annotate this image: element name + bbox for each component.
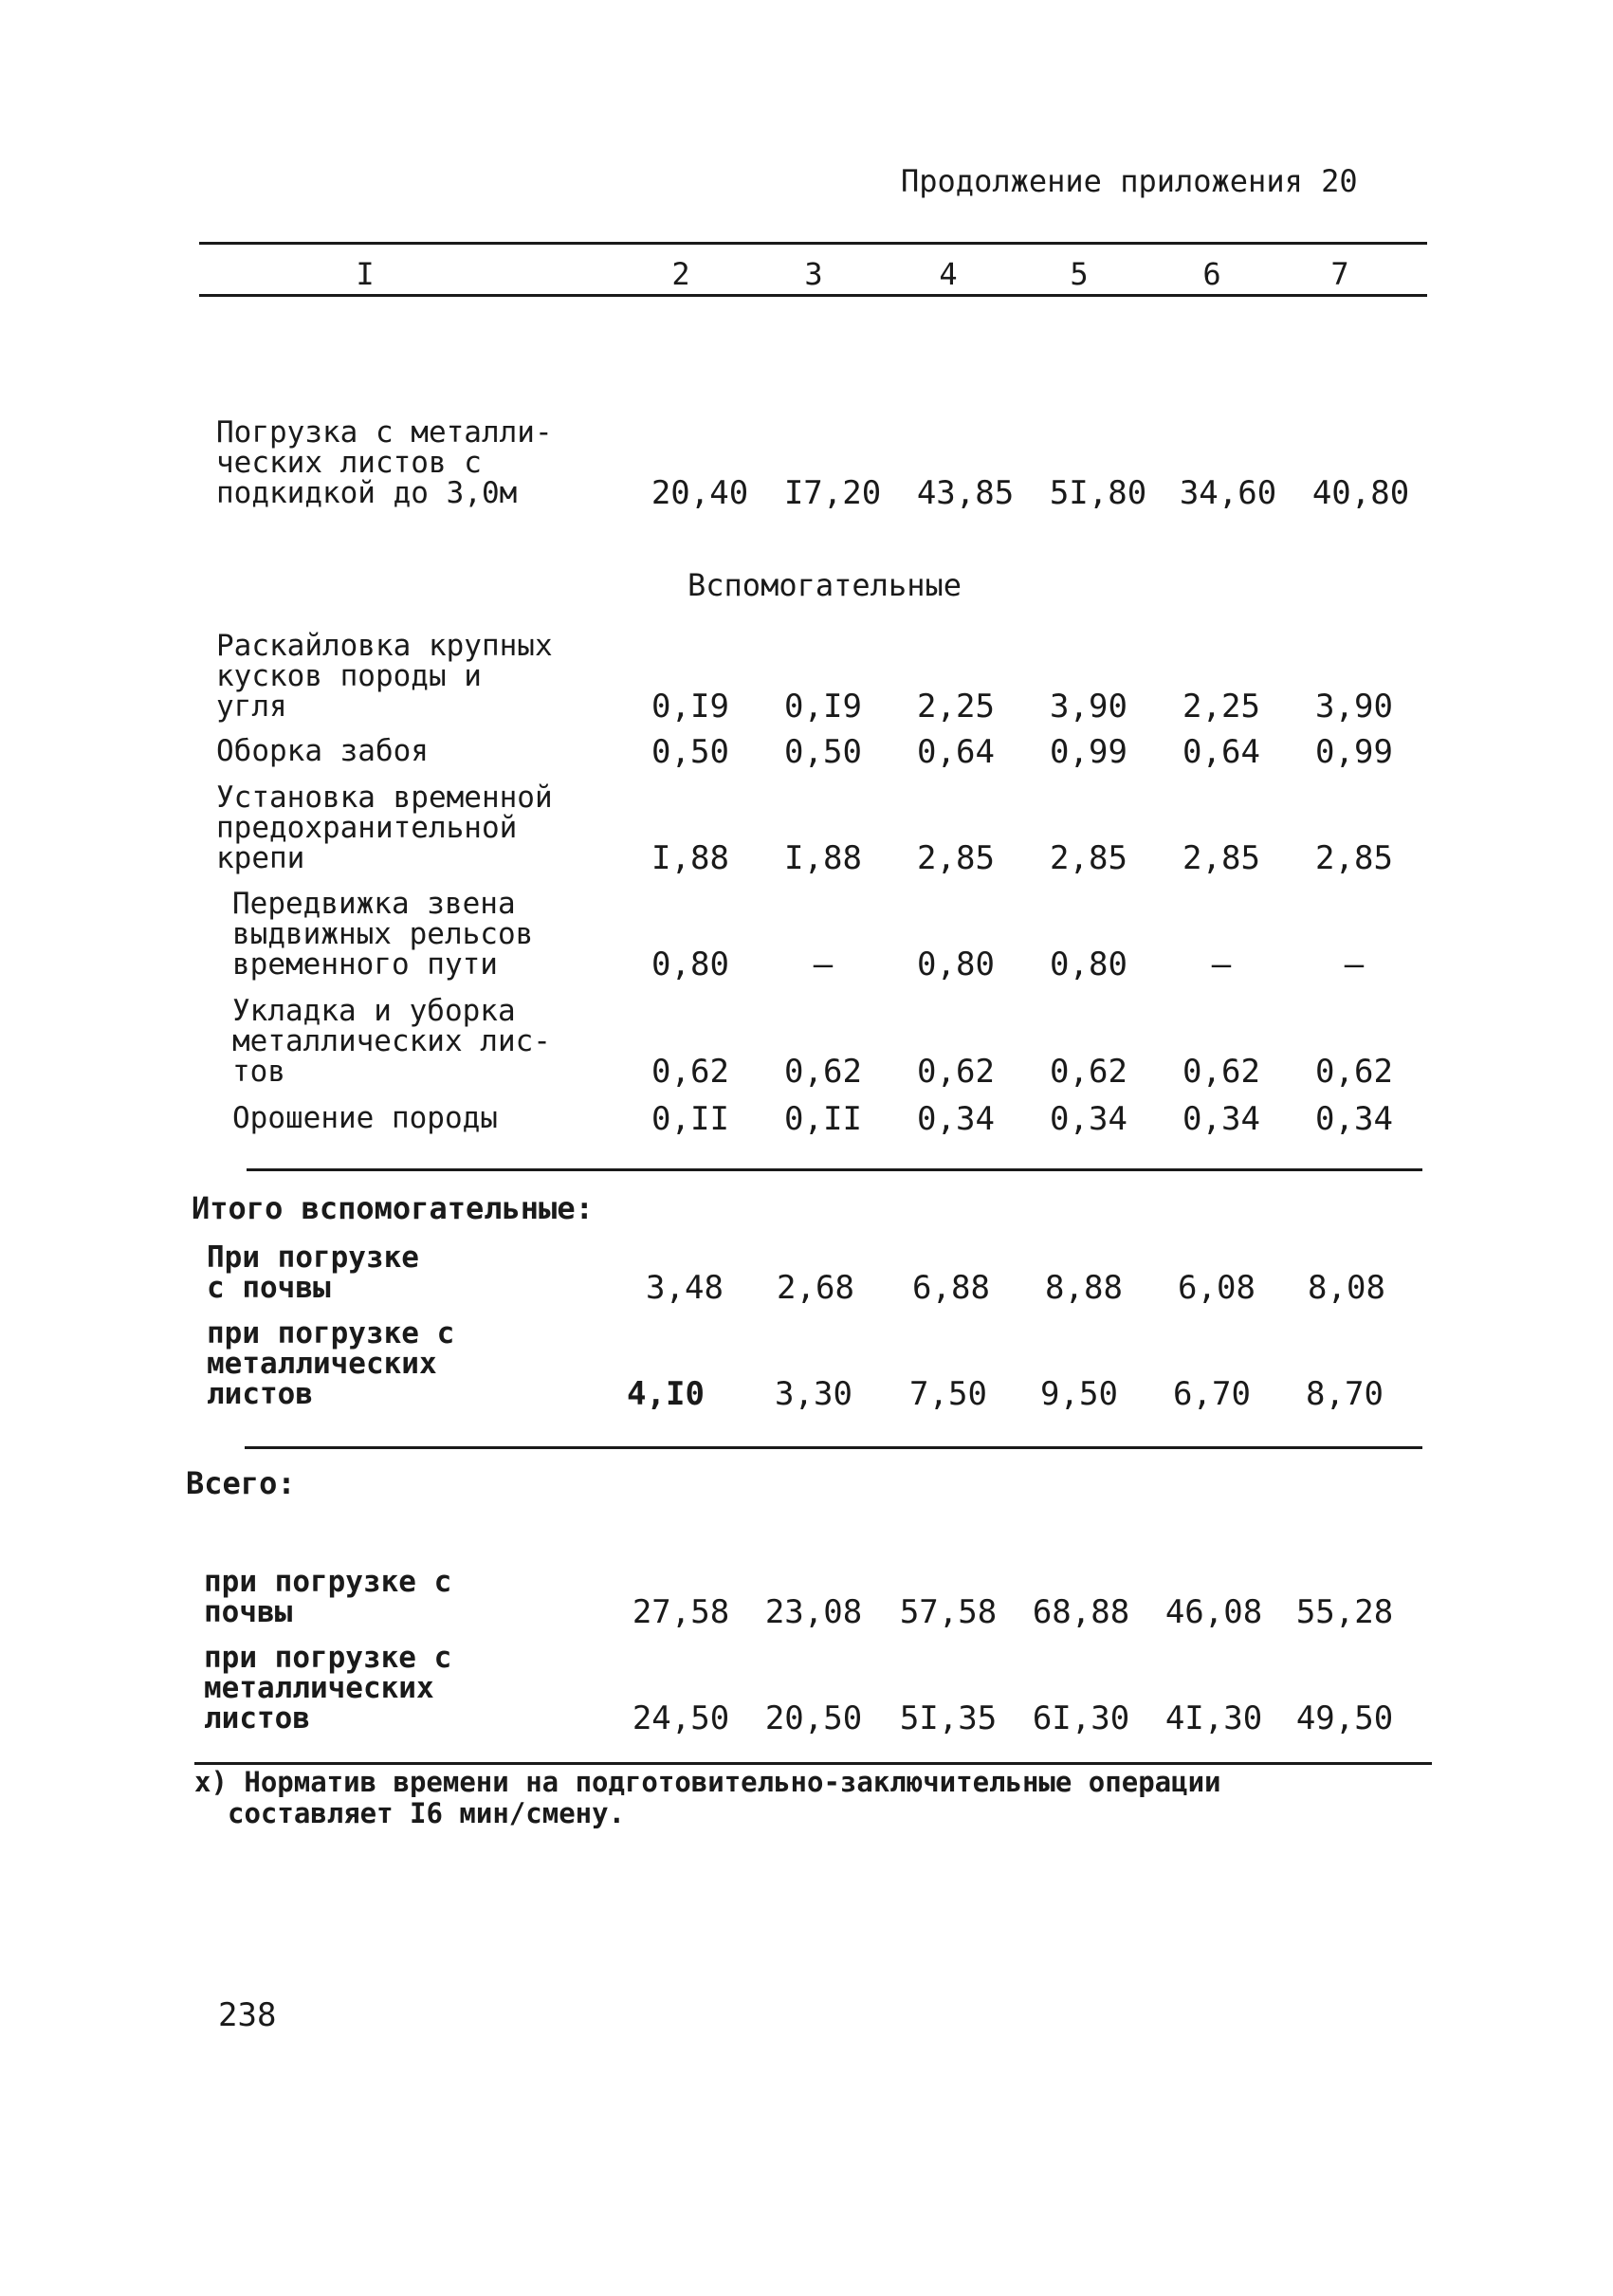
page-caption: Продолжение приложения 20	[901, 163, 1358, 199]
value-cell: 8,88	[1045, 1269, 1123, 1307]
value-cell: 46,08	[1164, 1593, 1263, 1631]
column-header: 3	[804, 256, 823, 292]
value-cell: 55,28	[1295, 1593, 1394, 1631]
value-cell: 4,I0	[627, 1375, 705, 1413]
value-cell: 0,64	[917, 733, 995, 771]
value-cell: 7,50	[909, 1375, 987, 1413]
row-label: Раскайловка крупных кусков породы и угля	[216, 629, 553, 724]
value-cell: I,88	[784, 839, 862, 877]
total-auxiliary-title: Итого вспомогательные:	[192, 1190, 594, 1226]
footnote-line-1: х) Норматив времени на подготовительно-заключительные операции	[194, 1766, 1221, 1798]
value-cell: 4I,30	[1164, 1699, 1263, 1737]
value-cell: 0,II	[784, 1100, 862, 1138]
value-cell: 0,I9	[651, 688, 729, 726]
value-cell: 0,64	[1182, 733, 1260, 771]
row-label: Оборка забоя	[216, 734, 429, 768]
value-cell: 2,68	[777, 1269, 854, 1307]
row-label: при погрузке с металлических листов	[204, 1641, 452, 1736]
value-cell: 0,34	[917, 1100, 995, 1138]
value-cell: 0,62	[1182, 1053, 1260, 1091]
value-cell: 6I,30	[1032, 1699, 1130, 1737]
value-cell: 2,85	[1182, 839, 1260, 877]
value-cell: 0,II	[651, 1100, 729, 1138]
total-rule	[247, 1168, 1422, 1171]
value-cell: 20,50	[764, 1699, 863, 1737]
row-label: При погрузке с почвы	[207, 1240, 419, 1305]
row-label: Передвижка звена выдвижных рельсов временного пути	[232, 887, 534, 982]
value-cell: 0,34	[1182, 1100, 1260, 1138]
value-cell: 27,58	[632, 1593, 730, 1631]
column-header: 7	[1330, 256, 1349, 292]
row-label: Укладка и уборка металлических лис- тов	[232, 994, 551, 1089]
value-cell: 49,50	[1295, 1699, 1394, 1737]
value-cell: 5I,35	[899, 1699, 998, 1737]
column-header: 6	[1202, 256, 1221, 292]
row-label: при погрузке с металлических листов	[207, 1316, 455, 1411]
value-cell: 0,99	[1315, 733, 1393, 771]
value-cell: 2,85	[1050, 839, 1127, 877]
value-cell: 20,40	[651, 474, 749, 512]
value-cell: 34,60	[1179, 474, 1277, 512]
value-cell: 5I,80	[1049, 474, 1147, 512]
row-label: при погрузке с почвы	[204, 1565, 452, 1629]
value-cell: –	[813, 946, 834, 983]
header-rule-top	[199, 242, 1427, 245]
value-cell: 2,85	[917, 839, 995, 877]
row-label: Установка временной предохранительной крепи	[216, 781, 553, 875]
value-cell: 40,80	[1311, 474, 1410, 512]
column-header: 2	[671, 256, 690, 292]
value-cell: 0,I9	[784, 688, 862, 726]
column-header: 4	[939, 256, 958, 292]
value-cell: 6,08	[1178, 1269, 1256, 1307]
value-cell: 68,88	[1032, 1593, 1130, 1631]
value-cell: 0,62	[784, 1053, 862, 1091]
value-cell: 2,25	[917, 688, 995, 726]
value-cell: 3,90	[1050, 688, 1127, 726]
value-cell: I7,20	[783, 474, 882, 512]
header-rule-bottom	[199, 294, 1427, 297]
value-cell: 0,50	[651, 733, 729, 771]
value-cell: 8,70	[1306, 1375, 1384, 1413]
row-label: Орошение породы	[232, 1101, 498, 1135]
value-cell: I,88	[651, 839, 729, 877]
value-cell: 57,58	[899, 1593, 998, 1631]
section-heading: Вспомогательные	[687, 567, 962, 603]
table-bottom-rule	[194, 1762, 1432, 1765]
value-cell: 3,30	[775, 1375, 852, 1413]
grand-total-title: Всего:	[186, 1465, 296, 1501]
value-cell: 0,34	[1050, 1100, 1127, 1138]
value-cell: 0,62	[651, 1053, 729, 1091]
value-cell: 2,25	[1182, 688, 1260, 726]
value-cell: 24,50	[632, 1699, 730, 1737]
page-number: 238	[218, 1996, 277, 2034]
value-cell: 2,85	[1315, 839, 1393, 877]
value-cell: 0,80	[1050, 946, 1127, 983]
column-header: I	[356, 256, 375, 292]
value-cell: –	[1211, 946, 1232, 983]
value-cell: 0,62	[917, 1053, 995, 1091]
value-cell: 0,80	[917, 946, 995, 983]
value-cell: 23,08	[764, 1593, 863, 1631]
value-cell: –	[1344, 946, 1365, 983]
value-cell: 43,85	[916, 474, 1015, 512]
value-cell: 0,62	[1050, 1053, 1127, 1091]
value-cell: 0,99	[1050, 733, 1127, 771]
value-cell: 0,80	[651, 946, 729, 983]
row-label: Погрузка с металли- ческих листов с подкидкой до 3,0м	[216, 415, 553, 510]
grand-total-rule	[245, 1446, 1422, 1449]
column-header: 5	[1070, 256, 1089, 292]
value-cell: 6,88	[912, 1269, 990, 1307]
footnote-line-2: составляет I6 мин/смену.	[228, 1797, 626, 1829]
value-cell: 0,50	[784, 733, 862, 771]
value-cell: 3,48	[646, 1269, 724, 1307]
value-cell: 0,62	[1315, 1053, 1393, 1091]
value-cell: 8,08	[1308, 1269, 1385, 1307]
value-cell: 6,70	[1173, 1375, 1251, 1413]
value-cell: 9,50	[1040, 1375, 1118, 1413]
value-cell: 0,34	[1315, 1100, 1393, 1138]
value-cell: 3,90	[1315, 688, 1393, 726]
